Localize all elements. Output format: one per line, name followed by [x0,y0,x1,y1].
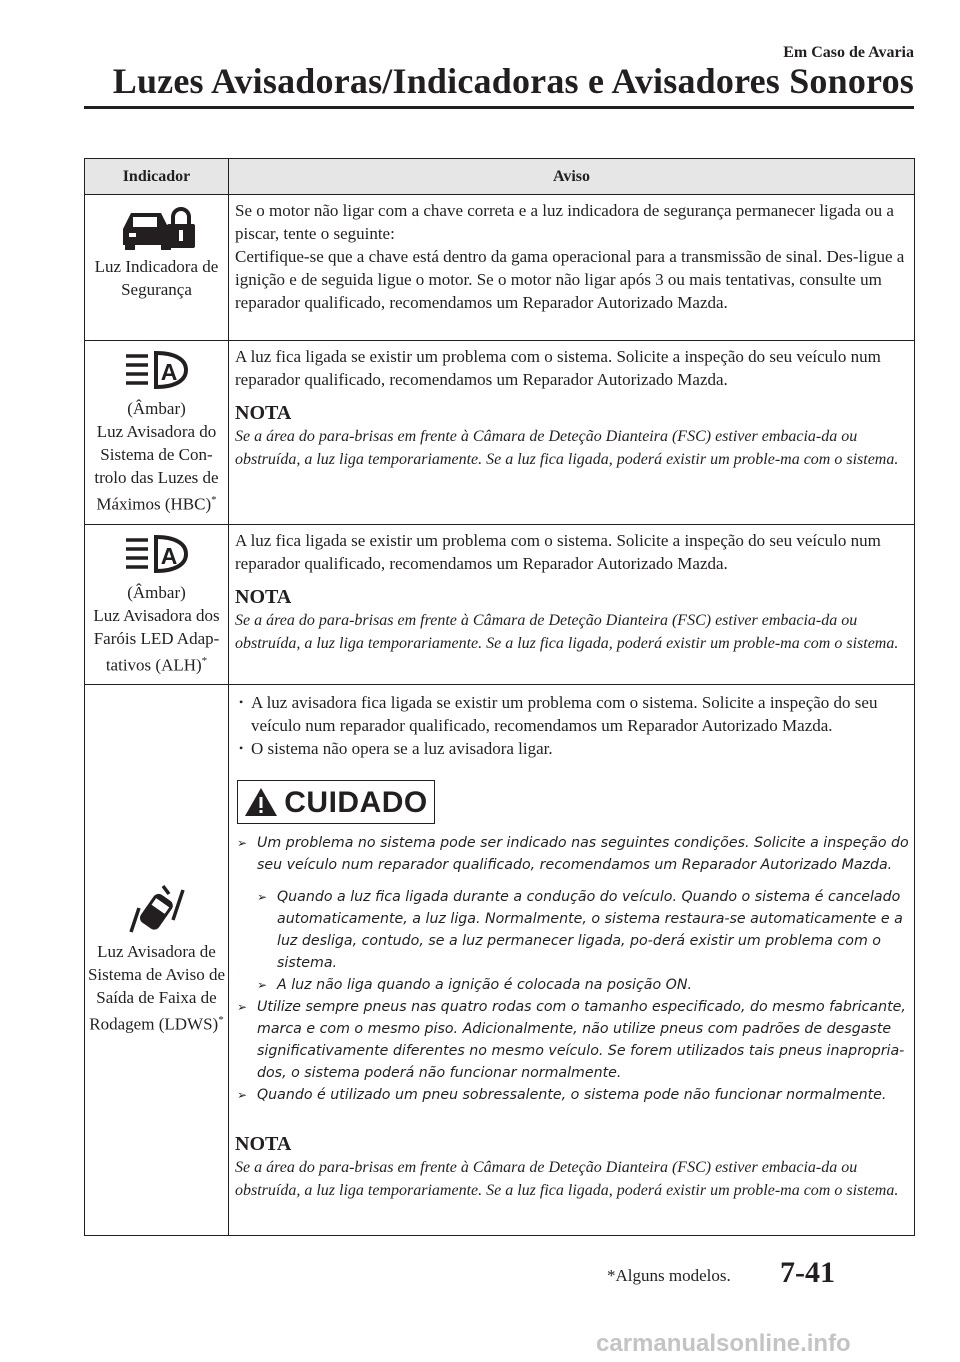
section-label: Em Caso de Avaria [783,44,914,61]
arrow-icon: ➢ [257,890,268,905]
page-number: 7-41 [780,1256,835,1289]
indicator-name: Luz Indicadora de Segurança [94,257,219,299]
warning-cell [229,524,915,685]
indicator-cell [85,685,229,1236]
warning-text: A luz fica ligada se existir um problema com o sistema. Solicite a inspeção do seu veículo num reparador qualificado, recomendamos um Reparador Autorizado Mazda. [235,530,881,573]
caution-banner [237,780,435,824]
security-indicator-icon [117,203,197,251]
indicator-color: (Âmbar) [127,582,186,602]
indicator-cell [85,341,229,525]
indicator-name: Luz Avisadora do Sistema de Con-trolo das Luzes de Máximos (HBC)* [94,422,219,514]
indicator-name: Luz Avisadora de Sistema de Aviso de Saída de Faixa de Rodagem (LDWS)* [87,942,226,1035]
indicator-color: (Âmbar) [127,399,186,418]
svg-text:A: A [160,542,177,569]
arrow-icon: ➢ [237,1088,248,1103]
watermark: carmanualsonline.info [596,1330,851,1357]
note-title: NOTA [235,402,292,424]
indicator-cell [85,195,229,341]
note-text: Se a área do para-brisas em frente à Câmara de Deteção Dianteira (FSC) estiver embacia-da ou obstruída, a luz liga temporariamente. Se a luz fica ligada, poderá existir um proble-ma com o sistema. [235,428,899,468]
footer-note: *Alguns modelos. [607,1266,731,1285]
table-header-row [85,159,915,195]
warning-text-2: Certifique-se que a chave está dentro da gama operacional para a transmissão de sinal. Des-ligue a ignição e de seguida ligue o motor. Se o motor não ligar após 3 ou mais tentativas, consulte um reparador qualificado, recomendamos um Reparador Autorizado Mazda. [235,247,905,312]
warning-text: A luz fica ligada se existir um problema com o sistema. Solicite a inspeção do seu veículo num reparador qualificado, recomendamos um Reparador Autorizado Mazda. [235,347,881,389]
page-title: Luzes Avisadoras/Indicadoras e Avisadores Sonoros [112,61,914,101]
arrow-icon: ➢ [237,836,248,851]
caution-item: ➢ Um problema no sistema pode ser indicado nas seguintes condições. Solicite a inspeção do seu veículo num reparador qualificado, recomendamos um Reparador Autorizado Mazda. [235,832,910,876]
auto-high-beam-icon [122,349,192,393]
bullet-list [235,691,910,760]
note-text: Se a área do para-brisas em frente à Câmara de Deteção Dianteira (FSC) estiver embacia-da ou obstruída, a luz liga temporariamente. Se a luz fica ligada, poderá existir um proble-ma com o sistema. [235,1159,899,1200]
svg-text:A: A [160,359,177,385]
table-row [85,524,915,685]
caution-subitem: ➢ Quando a luz fica ligada durante a condução do veículo. Quando o sistema é cancelado automaticamente, a luz liga. Normalmente, o sistema restaura-se automaticamente e a luz desliga, contudo, se a luz permanecer ligada, po-derá existir um problema com o sistema. [255,886,910,974]
note-text: Se a área do para-brisas em frente à Câmara de Deteção Dianteira (FSC) estiver embacia-da ou obstruída, a luz liga temporariamente. Se a luz fica ligada, poderá existir um proble-ma com o sistema. [235,611,899,652]
warning-triangle-icon [244,787,278,817]
warning-cell [229,685,915,1236]
caution-label: CUIDADO [284,785,428,819]
lane-departure-warning-icon [125,884,189,936]
indicator-name: Luz Avisadora dos Faróis LED Adap-tativos (ALH)* [93,605,220,675]
warning-cell [229,195,915,341]
warning-lights-table [84,158,915,1236]
list-item: • A luz avisadora fica ligada se existir um problema com o sistema. Solicite a inspeção do seu veículo num reparador qualificado, recomendamos um Reparador Autorizado Mazda. [235,691,910,737]
caution-sublist [235,886,910,996]
caution-list [235,832,910,1106]
warning-cell [229,341,915,525]
adaptive-led-headlight-icon [122,533,192,577]
caution-item: ➢ Quando é utilizado um pneu sobressalente, o sistema pode não funcionar normalmente. [235,1084,910,1106]
caution-item: ➢ Utilize sempre pneus nas quatro rodas com o tamanho especificado, do mesmo fabricante, marca e com o mesmo piso. Adicionalmente, não utilize pneus com padrões de desgaste significativamente diferentes no mesmo veículo. Se forem utilizados tais pneus inapropria-dos, o sistema poderá não funcionar normalmente. [235,996,910,1084]
caution-subitem: ➢ A luz não liga quando a ignição é colocada na posição ON. [255,974,910,996]
table-row [85,195,915,341]
note-title: NOTA [235,1133,292,1156]
arrow-icon: ➢ [237,1000,248,1015]
list-item: • O sistema não opera se a luz avisadora ligar. [235,737,910,760]
header-warning: Aviso [229,159,915,195]
arrow-icon: ➢ [257,978,268,993]
table-row [85,341,915,525]
title-rule [84,106,914,109]
note-title: NOTA [235,585,292,608]
warning-text: Se o motor não ligar com a chave correta e a luz indicadora de segurança permanecer ligada ou a piscar, tente o seguinte: [235,201,894,243]
table-row [85,685,915,1236]
indicator-cell [85,524,229,685]
header-indicator: Indicador [85,159,229,195]
